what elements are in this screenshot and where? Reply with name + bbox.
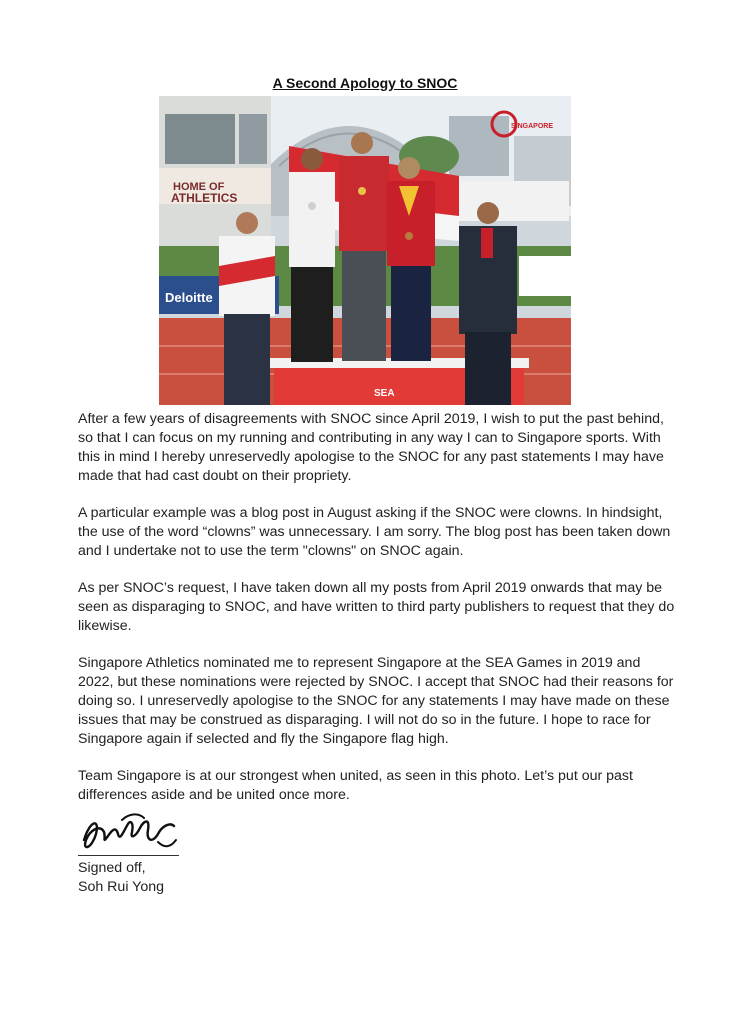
podium-photo [159,96,571,405]
paragraph-1: After a few years of disagreements with SNOC since April 2019, I wish to put the past behind, so that I can focus on my running and contributing in any way I can to Singapore sports. With this in mind I hereby unreservedly apologise to the SNOC for any past statements I may have made that had cast doubt on their propriety. [78,411,664,484]
signature-line [78,855,179,856]
paragraph-3: As per SNOC’s request, I have taken down all my posts from April 2019 onwards that may be seen as disparaging to SNOC, and have written to third party publishers to request that they do likewise. [78,580,675,634]
stadium-sign-text-2: ATHLETICS [171,191,238,205]
podium-text: SEA [374,388,395,399]
paragraph-4: Singapore Athletics nominated me to represent Singapore at the SEA Games in 2019 and 2022, but these nominations were rejected by SNOC. I accept that SNOC had their reasons for doing so. I unreservedly apologise to the SNOC for any statements I may have made on these issues that may be construed as disparaging. I will not do so in the future. I hope to race for Singapore again if selected and fly the Singapore flag high. [78,655,674,747]
sponsor-banner-text: Deloitte [165,290,213,305]
document-title: A Second Apology to SNOC [272,75,458,91]
signoff-name: Soh Rui Yong [78,879,164,895]
paragraph-2: A particular example was a blog post in August asking if the SNOC were clowns. In hindsight, the use of the word “clowns” was unnecessary. I am sorry. The blog post has been taken down and I undertake not to use the term "clowns" on SNOC again. [78,505,671,559]
signoff-block [78,859,164,897]
logo-text: SINGAPORE [511,123,554,130]
handwritten-signature [78,810,180,856]
letter-body [78,410,678,823]
signoff-line: Signed off, [78,860,146,876]
stadium-sign-text: HOME OF [173,181,225,193]
paragraph-5: Team Singapore is at our strongest when united, as seen in this photo. Let’s put our past differences aside and be united once more. [78,768,633,803]
